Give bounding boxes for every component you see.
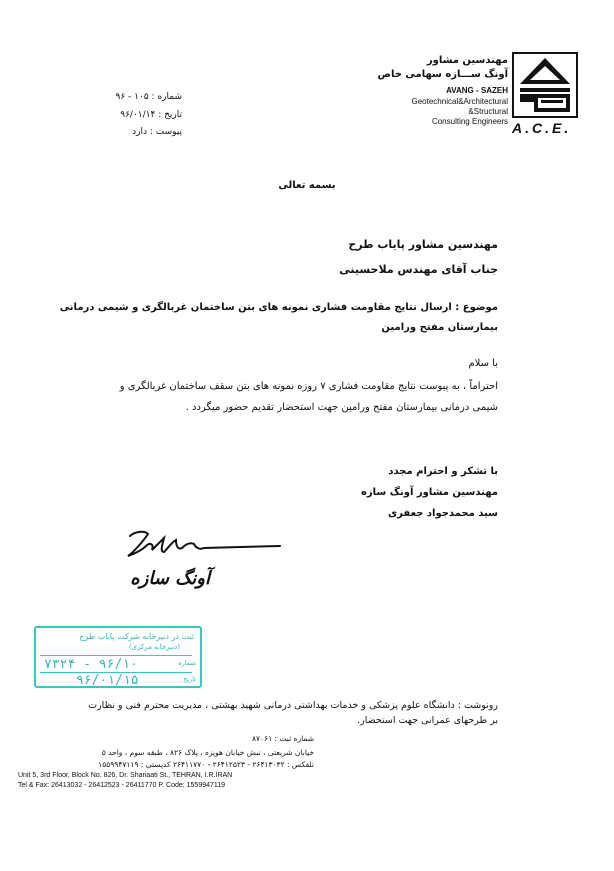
stamp-number-value: ۷۳۲۴ - ۹۶/۱۰ — [44, 657, 138, 672]
firm-logo-icon — [514, 54, 576, 116]
subject-line-2: بیمارستان مفتح ورامین — [381, 322, 498, 333]
stamp-date-value: ۹۶/۰۱/۱۵ — [76, 673, 139, 688]
footer-address-en: Unit 5, 3rd Floor, Block No. 826, Dr. Shariaati St., TEHRAN, I.R.IRAN — [18, 772, 233, 779]
subject-line-1: موضوع : ارسال نتایج مقاومت فشاری نمونه های بتن ساختمان غربالگری و شیمی درمانی — [59, 302, 498, 313]
footer-registration: شماره ثبت : ۸۷۰۶۱ — [251, 734, 314, 743]
body-line-2: شیمی درمانی بیمارستان مفتح ورامین جهت استحضار تقدیم حضور میگردد . — [185, 402, 498, 413]
footer-phone-en: Tel & Fax: 26413032 - 26412523 - 26411770 P. Code: 1559947119 — [18, 782, 226, 789]
letter-attachment: پیوست : دارد — [132, 127, 182, 137]
stamp-title: ثبت در دبیرخانه شرکت پایاب طرح — [79, 632, 194, 641]
greeting: با سلام — [468, 358, 498, 369]
signer-name: سید محمدجواد جعفری — [387, 508, 498, 519]
footer-phone-fa: تلفکس : ۲۶۴۱۳۰۳۲ - ۲۶۴۱۲۵۲۳ - ۲۶۴۱۱۷۷۰ کدپستی : ۱۵۵۹۹۴۷۱۱۹ — [98, 760, 314, 769]
stamp-divider — [40, 655, 192, 656]
firm-desc-en-3: Consulting Engineers — [431, 117, 508, 126]
firm-title-fa: مهندسین مشاور — [426, 55, 508, 66]
recipient-company: مهندسین مشاور پایاب طرح — [348, 238, 498, 251]
cc-line-2: بر طرحهای عمرانی جهت استحضار. — [357, 715, 498, 726]
firm-desc-en-2: &Structural — [468, 107, 508, 116]
stamp-date-label: تاریخ — [183, 675, 196, 683]
body-line-1: احتراماً ، به پیوست نتایج مقاومت فشاری ۷ روزه نمونه های بتن سقف ساختمان غربالگری و — [119, 381, 498, 392]
cc-line-1: رونوشت : دانشگاه علوم پزشکی و خدمات بهداشتی درمانی شهید بهشتی ، مدیریت محترم فنی و نظارت — [88, 700, 498, 711]
bismillah: بسمه تعالی — [278, 180, 336, 191]
firm-desc-en-1: Geotechnical&Architectural — [411, 97, 508, 106]
footer-address-fa: خیابان شریعتی ، نبش خیابان هویزه ، پلاک ۸۲۶ ، طبقه سوم ، واحد ۵ — [101, 748, 314, 757]
recipient-person: جناب آقای مهندس ملاحسینی — [339, 263, 498, 276]
stamp-subtitle: (دبیرخانه مرکزی) — [128, 643, 180, 651]
letter-number: شماره : ۱۰۵ - ۹۶ — [115, 92, 182, 102]
closing-company: مهندسین مشاور آونگ سازه — [361, 487, 498, 498]
letter-date: تاریخ : ۹۶/۰۱/۱۴ — [120, 110, 182, 120]
signature-mark — [120, 528, 290, 564]
closing-regards: با تشکر و احترام مجدد — [388, 466, 498, 477]
registration-stamp — [34, 626, 202, 688]
firm-name-en: AVANG - SAZEH — [446, 86, 508, 95]
firm-name-fa: آونگ ســـازه سهامی خاص — [377, 69, 508, 80]
firm-logo — [512, 52, 578, 118]
stamp-number-label: شماره — [178, 659, 196, 667]
logo-caption: A.C.E. — [512, 120, 572, 136]
handwritten-company: آونگ سازه — [130, 568, 210, 589]
